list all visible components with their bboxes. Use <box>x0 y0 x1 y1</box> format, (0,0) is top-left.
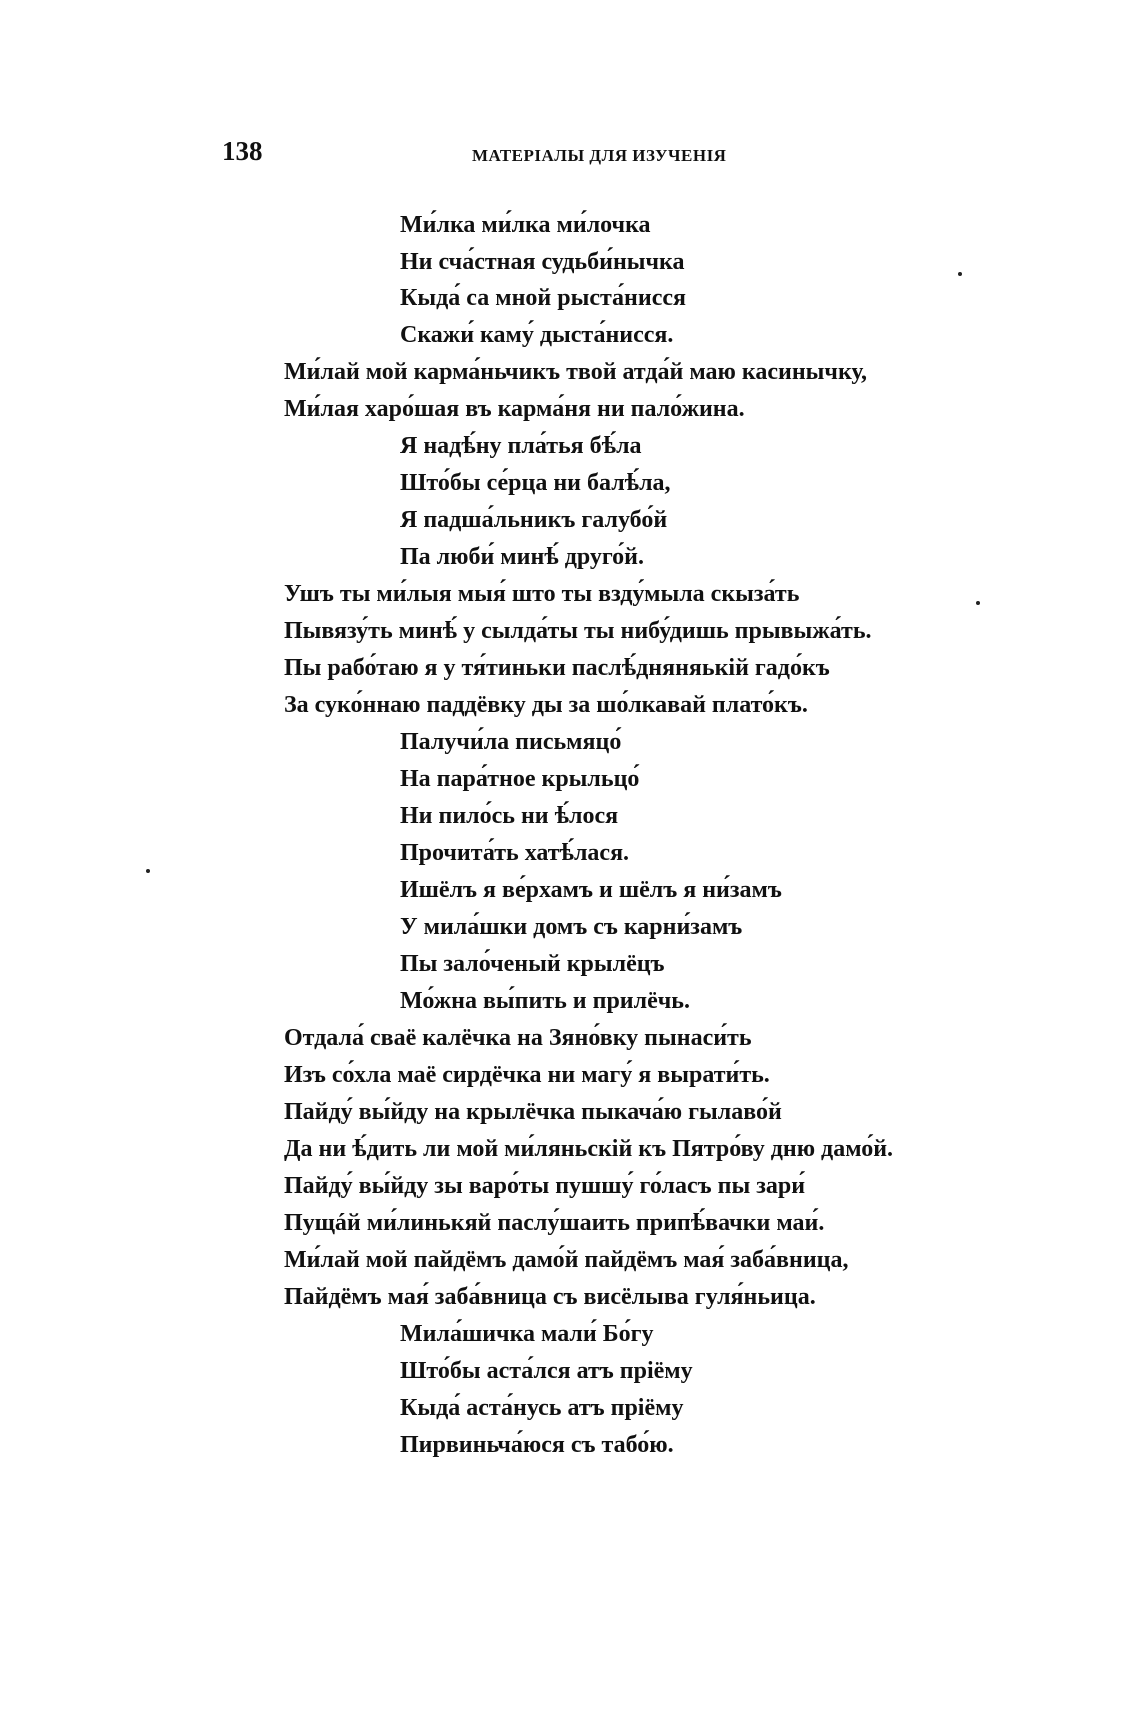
text-line: Ми́лай мой пайдёмъ дамо́й пайдёмъ мая́ заба́вница, <box>284 1247 849 1273</box>
text-line: Ми́лая харо́шая въ карма́ня ни пало́жина. <box>284 396 745 422</box>
text-line: Пы рабо́таю я у тя́тиньки паслѣ́дняняькій гадо́къ <box>284 655 830 681</box>
text-line: Ишёлъ я ве́рхамъ и шёлъ я ни́замъ <box>400 877 782 903</box>
text-line: Што́бы аста́лся атъ пріёму <box>400 1358 693 1384</box>
text-line: Па люби́ минѣ́ друго́й. <box>400 544 645 570</box>
text-line: Мо́жна вы́пить и прилёчь. <box>400 988 690 1014</box>
text-line: Палучи́ла письмяцо́ <box>400 729 622 755</box>
paper-speck <box>958 272 962 276</box>
text-line: Скажи́ каму́ дыста́нисся. <box>400 322 674 348</box>
text-line: Пы зало́ченый крылёцъ <box>400 951 665 977</box>
text-line: За суко́ннаю паддёвку ды за шо́лкавай плато́къ. <box>284 692 808 718</box>
page-number: 138 <box>222 136 263 166</box>
text-line: Пывязу́ть минѣ́ у сылда́ты ты нибу́дишь прывыжа́ть. <box>284 618 872 644</box>
text-line: Я надѣ́ну пла́тья бѣ́ла <box>400 433 642 459</box>
text-line: Кыда́ са мной рыста́нисся <box>400 285 686 311</box>
paper-speck <box>146 869 150 873</box>
text-line <box>284 357 867 387</box>
text-line: Да ни ѣ́дить ли мой ми́ляньскій къ Пятро́ву дню дамо́й. <box>284 1136 894 1162</box>
paper-speck <box>976 601 980 605</box>
text-line: Ни сча́стная судьби́нычка <box>400 249 685 275</box>
text-line: Пирвиньча́юся съ табо́ю. <box>400 1432 674 1458</box>
text-line: Пущáй ми́линькяй паслу́шаить припѣ́вачки маи́. <box>284 1210 825 1236</box>
text-line: Прочита́ть хатѣ́лася. <box>400 840 630 866</box>
text-line: Што́бы се́рца ни балѣ́ла, <box>400 470 671 496</box>
text-line: Изъ со́хла маё сирдёчка ни магу́ я вырати́ть. <box>284 1062 770 1088</box>
text-line: Я падша́льникъ галубо́й <box>400 507 668 533</box>
text-line: Отдала́ сваё калёчка на Зяно́вку пынаси́ть <box>284 1025 752 1051</box>
text-line: На пара́тное крыльцо́ <box>400 766 640 792</box>
text-line: Ми́лка ми́лка ми́лочка <box>400 212 651 238</box>
text-line: Ушъ ты ми́лыя мыя́ што ты взду́мыла скыза́ть <box>284 581 800 607</box>
text-line: Кыда́ аста́нусь атъ пріёму <box>400 1395 684 1421</box>
text-line: У мила́шки домъ съ карни́замъ <box>400 914 743 940</box>
text-line: Пайду́ вы́йду зы варо́ты пушшу́ го́ласъ пы зари́ <box>284 1173 806 1199</box>
running-title: МАТЕРІАЛЫ ДЛЯ ИЗУЧЕНІЯ <box>472 146 727 165</box>
text-line: Пайдёмъ мая́ заба́вница съ висёлыва гуля́ньица. <box>284 1284 816 1310</box>
text-line: Мила́шичка мали́ Бо́гу <box>400 1321 654 1347</box>
text-line: Ни пило́сь ни ѣ́лося <box>400 803 619 829</box>
text-line: Пайду́ вы́йду на крылёчка пыкача́ю гылаво́й <box>284 1099 782 1125</box>
text-line-main: Ми́лай мой карма́ньчикъ твой атда́й маю касинычку, <box>284 359 868 385</box>
